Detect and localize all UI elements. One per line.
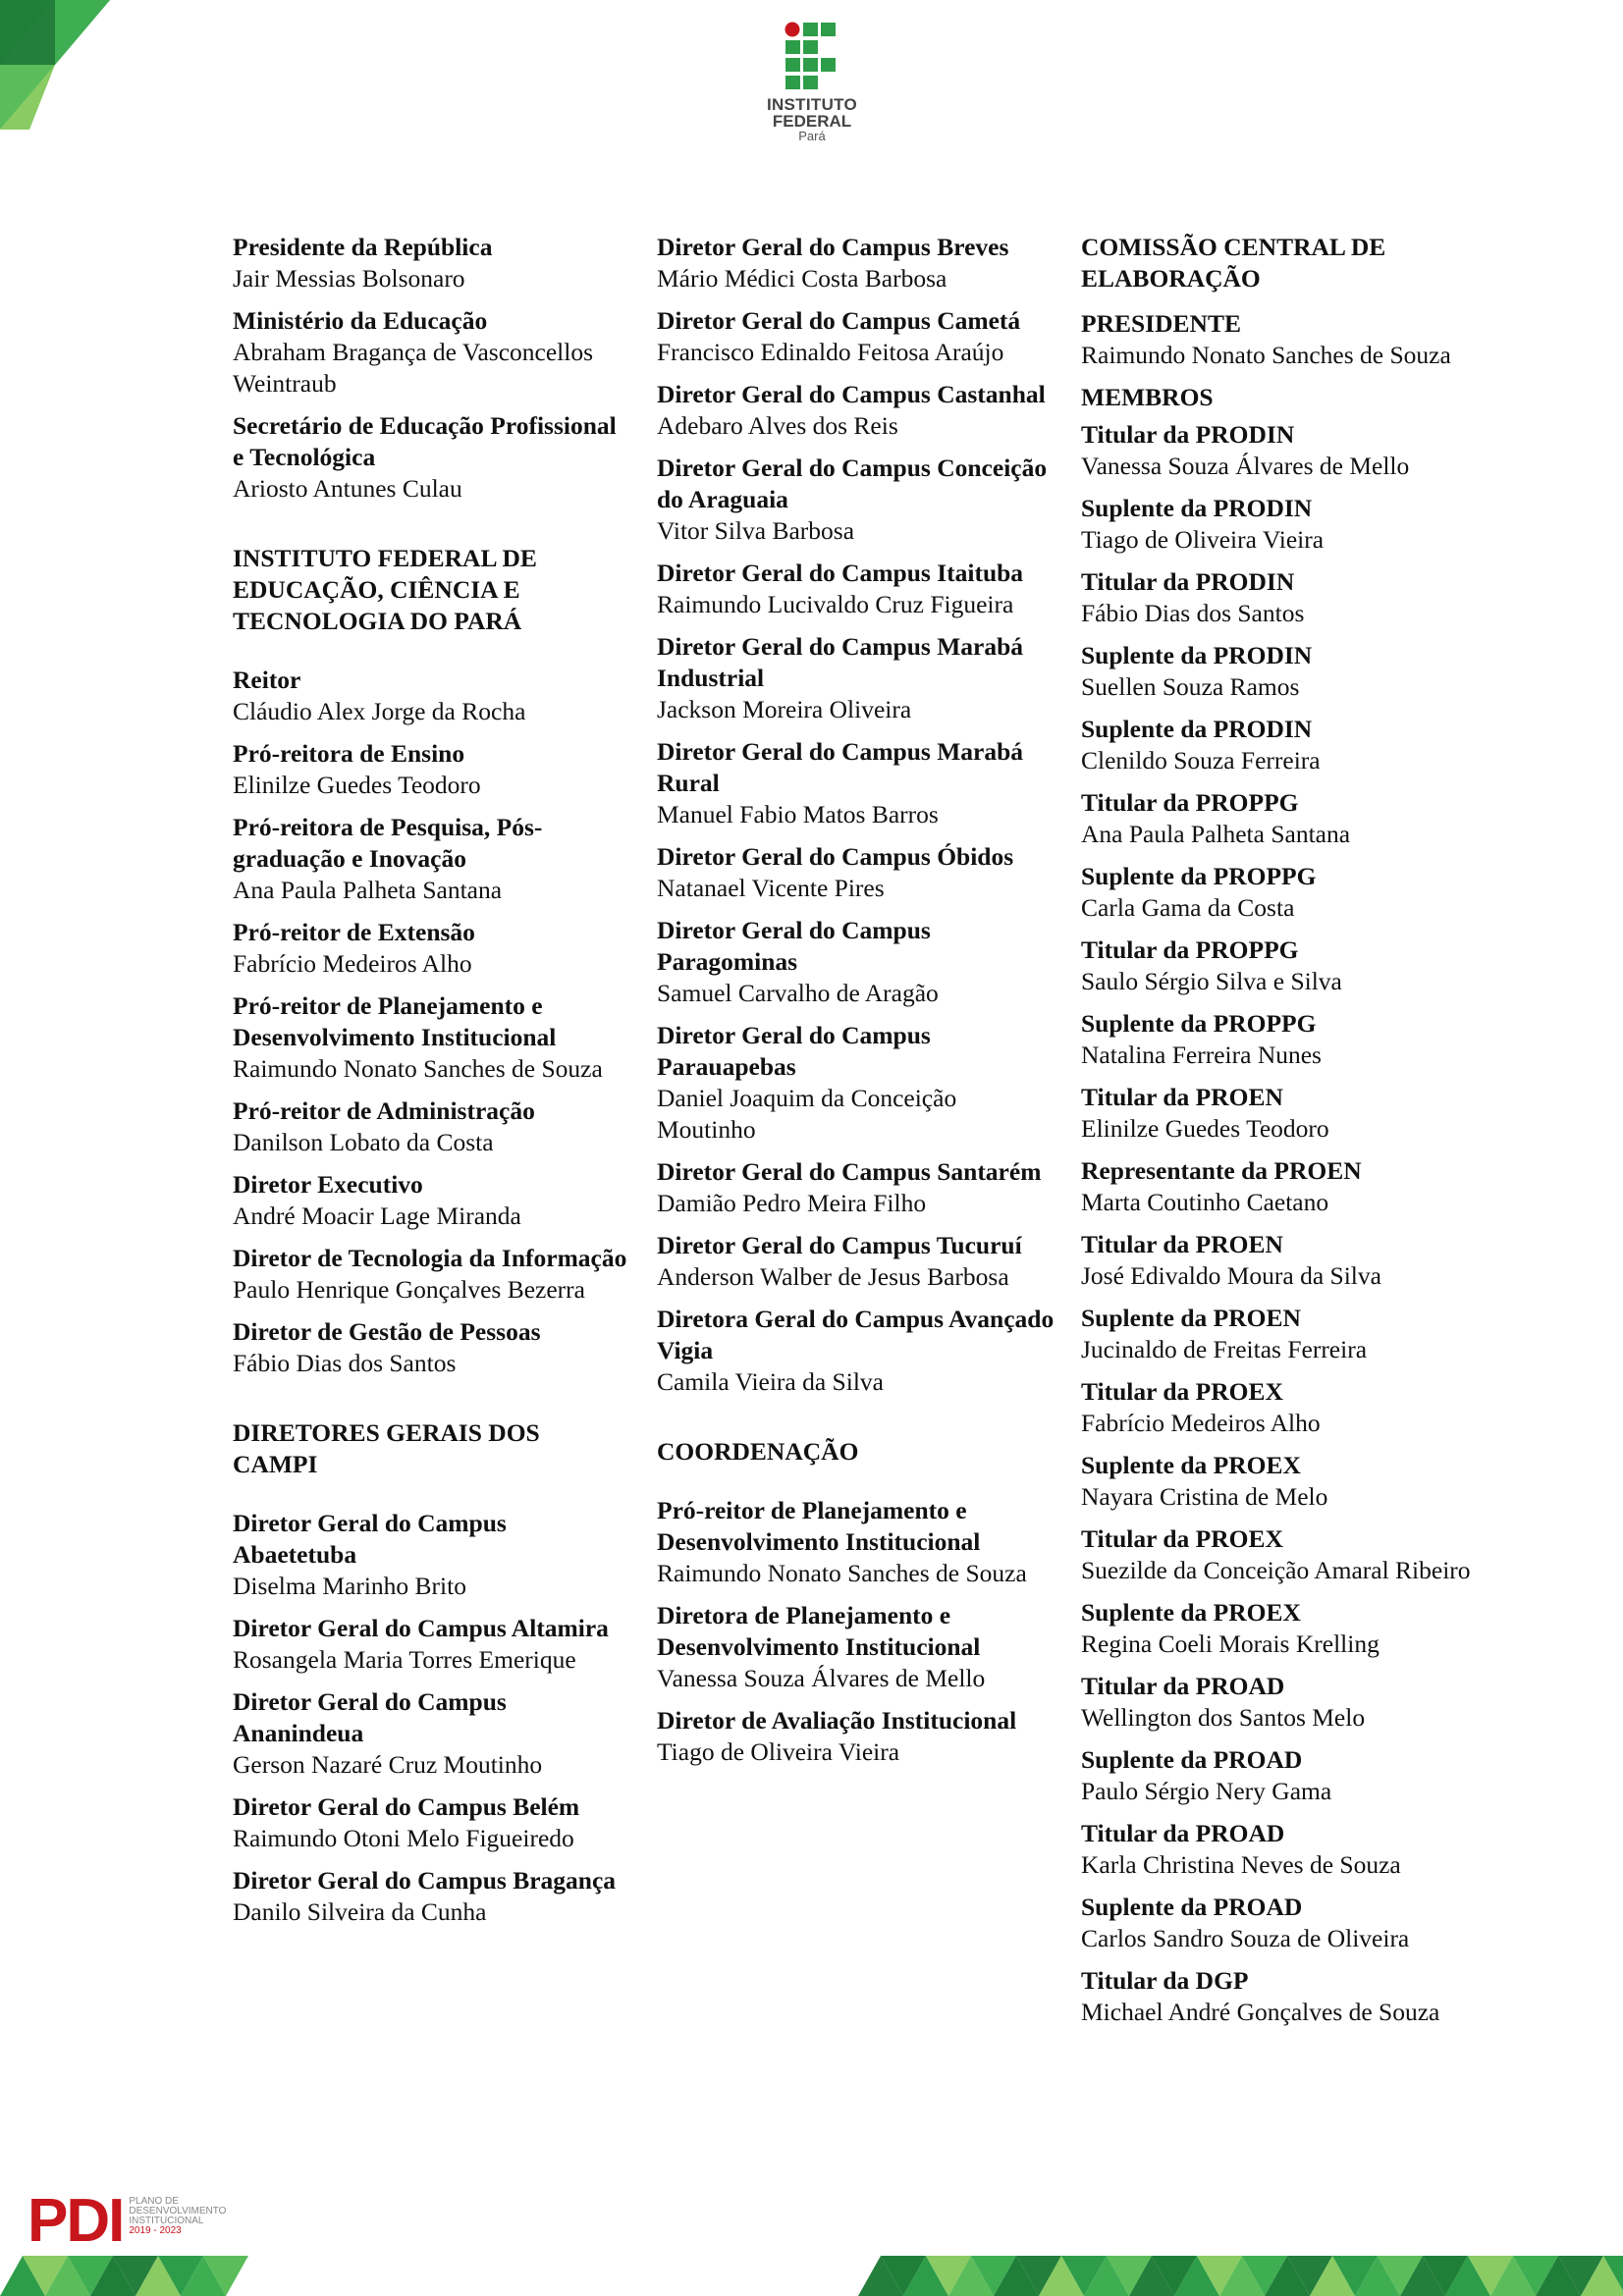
rectory-entry [233,1316,630,1379]
campus-director-entry [657,305,1055,368]
entry-name: Vitor Silva Barbosa [657,516,855,545]
rectory-entry [233,812,630,906]
entry-name: Ana Paula Palheta Santana [1081,820,1351,848]
pdi-logo [27,2187,237,2255]
campus-director-entry [657,232,1055,294]
entry-name: Anderson Walber de Jesus Barbosa [657,1262,1009,1291]
entry-name: Jucinaldo de Freitas Ferreira [1081,1335,1368,1363]
campus-director-entry [657,631,1055,725]
coordination-list [657,1495,1055,1768]
section-heading-institute: INSTITUTO FEDERAL DE EDUCAÇÃO, CIÊNCIA E TECNOLOGIA DO PARÁ [233,544,537,635]
entry-title: Diretor Geral do Campus Paragominas [657,916,931,976]
entry-title: Titular da PROAD [1081,1819,1285,1847]
entry-title: Pró-reitora de Ensino [233,739,465,768]
entry-title: Titular da PROAD [1081,1672,1285,1700]
entry-title: Diretor Geral do Campus Tucuruí [657,1231,1022,1259]
government-list [233,232,630,505]
column-left [233,232,630,1939]
member-entry [1081,1965,1479,2028]
column-right [1081,232,1479,2039]
pdi-subtitle [129,2197,237,2236]
entry-name: Elinilze Guedes Teodoro [233,771,481,799]
logo-line-1: INSTITUTO [766,95,858,114]
bottom-decoration-band [0,2256,1623,2296]
campus-director-entry [657,1230,1055,1293]
entry-name: Abraham Bragança de Vasconcellos Weintraub [233,338,594,398]
members-label: MEMBROS [1081,383,1214,411]
government-entry [233,410,630,505]
column-middle [657,232,1055,1779]
section-heading-coordination: COORDENAÇÃO [657,1437,859,1466]
entry-name: Camila Vieira da Silva [657,1367,884,1396]
campus-director-entry [657,1304,1055,1398]
campus-director-entry [233,1865,630,1928]
entry-name: Wellington dos Santos Melo [1081,1703,1366,1732]
member-entry [1081,1303,1479,1365]
member-entry [1081,1818,1479,1881]
president-name: Raimundo Nonato Sanches de Souza [1081,341,1451,369]
section-heading-commission: COMISSÃO CENTRAL DE ELABORAÇÃO [1081,233,1386,293]
entry-title: Diretor Geral do Campus Marabá Industrial [657,632,1024,692]
entry-name: Carla Gama da Costa [1081,893,1295,922]
entry-title: Titular da PROPPG [1081,935,1299,964]
rectory-entry [233,738,630,801]
entry-title: Diretor Geral do Campus Parauapebas [657,1021,931,1081]
entry-name: Suellen Souza Ramos [1081,672,1300,701]
entry-title: Diretor Geral do Campus Bragança [233,1866,617,1895]
pdi-sub-line-2: DESENVOLVIMENTO [129,2206,227,2216]
entry-title: Suplente da PROAD [1081,1893,1303,1921]
entry-title: Diretor Geral do Campus Ananindeua [233,1687,507,1747]
campus-director-entry [657,453,1055,547]
campus-director-entry [657,379,1055,442]
entry-title: Pró-reitora de Pesquisa, Pós-graduação e Inovação [233,813,543,873]
campus-director-entry [233,1508,630,1602]
entry-name: Adebaro Alves dos Reis [657,411,898,440]
entry-title: Suplente da PROPPG [1081,862,1317,890]
entry-name: Clenildo Souza Ferreira [1081,746,1321,774]
member-entry [1081,1892,1479,1954]
entry-title: Titular da PRODIN [1081,420,1295,449]
entry-name: Manuel Fabio Matos Barros [657,800,939,828]
entry-name: Ariosto Antunes Culau [233,474,462,503]
entry-title: Diretora de Planejamento e Desenvolvimento Institucional [657,1601,981,1661]
entry-name: André Moacir Lage Miranda [233,1201,521,1230]
entry-title: Ministério da Educação [233,306,488,335]
entry-name: Tiago de Oliveira Vieira [1081,525,1325,554]
entry-name: Mário Médici Costa Barbosa [657,264,947,293]
entry-title: Titular da PROEX [1081,1377,1283,1406]
entry-name: Raimundo Nonato Sanches de Souza [233,1054,603,1083]
campus-director-entry [233,1613,630,1676]
members-list [1081,419,1479,2028]
member-entry [1081,1155,1479,1218]
entry-name: Vanessa Souza Álvares de Mello [1081,452,1410,480]
entry-title: Diretor de Tecnologia da Informação [233,1244,627,1272]
corner-decoration [0,0,113,133]
campus-director-entry [657,558,1055,620]
member-entry [1081,1597,1479,1660]
entry-name: Fábio Dias dos Santos [233,1349,457,1377]
entry-title: Secretário de Educação Profissional e Tecnológica [233,411,617,471]
entry-title: Diretor Geral do Campus Altamira [233,1614,609,1642]
entry-title: Diretor Geral do Campus Abaetetuba [233,1509,507,1569]
government-entry [233,305,630,400]
entry-name: Fabrício Medeiros Alho [1081,1409,1321,1437]
entry-name: Raimundo Otoni Melo Figueiredo [233,1824,574,1852]
entry-title: Suplente da PRODIN [1081,715,1313,743]
campus-director-entry [233,1791,630,1854]
entry-name: Suezilde da Conceição Amaral Ribeiro [1081,1556,1471,1584]
entry-title: Suplente da PRODIN [1081,494,1313,522]
pdi-mark: PDI [27,2187,124,2255]
entry-title: Suplente da PROPPG [1081,1009,1317,1038]
entry-name: Danilson Lobato da Costa [233,1128,494,1156]
entry-title: Diretor Geral do Campus Marabá Rural [657,737,1024,797]
entry-title: Diretor Geral do Campus Cametá [657,306,1021,335]
entry-title: Titular da PRODIN [1081,567,1295,596]
campus-directors-list-2 [657,232,1055,1398]
member-entry [1081,1523,1479,1586]
entry-name: Carlos Sandro Souza de Oliveira [1081,1924,1410,1952]
entry-title: Pró-reitor de Planejamento e Desenvolvimento Institucional [657,1496,981,1556]
member-entry [1081,714,1479,776]
president-entry [1081,308,1479,371]
entry-title: Pró-reitor de Planejamento e Desenvolvimento Institucional [233,991,557,1051]
entry-name: José Edivaldo Moura da Silva [1081,1261,1381,1290]
member-entry [1081,1008,1479,1071]
campus-director-entry [657,1156,1055,1219]
campus-director-entry [657,915,1055,1009]
entry-name: Gerson Nazaré Cruz Moutinho [233,1750,543,1779]
entry-name: Danilo Silveira da Cunha [233,1897,487,1926]
coordination-entry [657,1600,1055,1694]
entry-name: Rosangela Maria Torres Emerique [233,1645,576,1674]
entry-title: Pró-reitor de Extensão [233,918,475,946]
entry-title: Titular da DGP [1081,1966,1249,1995]
member-entry [1081,934,1479,997]
entry-name: Jair Messias Bolsonaro [233,264,465,293]
entry-name: Michael André Gonçalves de Souza [1081,1998,1440,2026]
entry-name: Vanessa Souza Álvares de Mello [657,1664,986,1692]
entry-title: Diretor Geral do Campus Breves [657,233,1009,261]
entry-name: Raimundo Nonato Sanches de Souza [657,1559,1027,1587]
entry-title: Diretor Geral do Campus Óbidos [657,842,1014,871]
entry-name: Regina Coeli Morais Krelling [1081,1629,1380,1658]
government-entry [233,232,630,294]
member-entry [1081,1082,1479,1145]
coordination-entry [657,1705,1055,1768]
section-heading-directors: DIRETORES GERAIS DOS CAMPI [233,1418,540,1478]
entry-title: Suplente da PROEX [1081,1451,1301,1479]
entry-name: Francisco Edinaldo Feitosa Araújo [657,338,1004,366]
entry-title: Suplente da PROEN [1081,1304,1301,1332]
campus-directors-list-1 [233,1508,630,1928]
entry-title: Diretor Geral do Campus Castanhal [657,380,1046,408]
entry-name: Damião Pedro Meira Filho [657,1189,927,1217]
logo-line-2: FEDERAL [772,112,852,131]
campus-director-entry [657,841,1055,904]
member-entry [1081,1450,1479,1513]
entry-title: Diretor Geral do Campus Itaituba [657,559,1024,587]
entry-name: Saulo Sérgio Silva e Silva [1081,967,1342,995]
logo-line-3: Pará [798,129,826,143]
member-entry [1081,640,1479,703]
entry-title: Diretora Geral do Campus Avançado Vigia [657,1305,1055,1364]
entry-name: Natanael Vicente Pires [657,874,885,902]
member-entry [1081,1744,1479,1807]
entry-title: Diretor Geral do Campus Belém [233,1792,580,1821]
rectory-entry [233,990,630,1085]
campus-director-entry [233,1686,630,1781]
rectory-entry [233,1169,630,1232]
entry-name: Diselma Marinho Brito [233,1572,466,1600]
member-entry [1081,1671,1479,1734]
member-entry [1081,787,1479,850]
member-entry [1081,566,1479,629]
entry-title: Diretor de Gestão de Pessoas [233,1317,541,1346]
entry-name: Marta Coutinho Caetano [1081,1188,1329,1216]
entry-name: Cláudio Alex Jorge da Rocha [233,697,526,725]
entry-name: Samuel Carvalho de Aragão [657,979,939,1007]
coordination-entry [657,1495,1055,1589]
entry-title: Presidente da República [233,233,493,261]
rectory-entry [233,917,630,980]
rectory-entry [233,1095,630,1158]
entry-title: Reitor [233,666,301,694]
entry-title: Diretor de Avaliação Institucional [657,1706,1017,1735]
rectory-entry [233,665,630,727]
member-entry [1081,493,1479,556]
entry-title: Titular da PROEX [1081,1524,1283,1553]
entry-title: Pró-reitor de Administração [233,1096,535,1125]
entry-title: Suplente da PRODIN [1081,641,1313,669]
entry-name: Elinilze Guedes Teodoro [1081,1114,1329,1143]
entry-name: Fábio Dias dos Santos [1081,599,1305,627]
campus-director-entry [657,1020,1055,1146]
entry-title: Titular da PROEN [1081,1230,1283,1258]
campus-director-entry [657,736,1055,830]
entry-name: Raimundo Lucivaldo Cruz Figueira [657,590,1014,618]
entry-name: Ana Paula Palheta Santana [233,876,503,904]
entry-title: Suplente da PROAD [1081,1745,1303,1774]
rectory-list [233,665,630,1379]
entry-name: Tiago de Oliveira Vieira [657,1737,900,1766]
entry-title: Diretor Executivo [233,1170,423,1199]
entry-name: Jackson Moreira Oliveira [657,695,912,723]
member-entry [1081,1229,1479,1292]
entry-title: Suplente da PROEX [1081,1598,1301,1627]
if-logo-icon [784,22,839,92]
pdi-sub-line-1: PLANO DE [129,2196,179,2207]
entry-name: Karla Christina Neves de Souza [1081,1850,1401,1879]
rectory-entry [233,1243,630,1306]
pdi-years: 2019 - 2023 [129,2225,182,2236]
pdi-sub-line-3: INSTITUCIONAL [129,2216,204,2226]
entry-title: Titular da PROEN [1081,1083,1283,1111]
institute-logo [758,22,866,143]
entry-title: Titular da PROPPG [1081,788,1299,817]
entry-name: Paulo Sérgio Nery Gama [1081,1777,1332,1805]
member-entry [1081,419,1479,482]
entry-name: Fabrício Medeiros Alho [233,949,472,978]
president-label: PRESIDENTE [1081,309,1241,338]
entry-name: Nayara Cristina de Melo [1081,1482,1328,1511]
member-entry [1081,1376,1479,1439]
entry-title: Diretor Geral do Campus Conceição do Araguaia [657,454,1048,513]
entry-name: Paulo Henrique Gonçalves Bezerra [233,1275,585,1304]
entry-name: Daniel Joaquim da Conceição Moutinho [657,1084,957,1144]
entry-title: Representante da PROEN [1081,1156,1362,1185]
entry-name: Natalina Ferreira Nunes [1081,1041,1322,1069]
member-entry [1081,861,1479,924]
entry-title: Diretor Geral do Campus Santarém [657,1157,1042,1186]
